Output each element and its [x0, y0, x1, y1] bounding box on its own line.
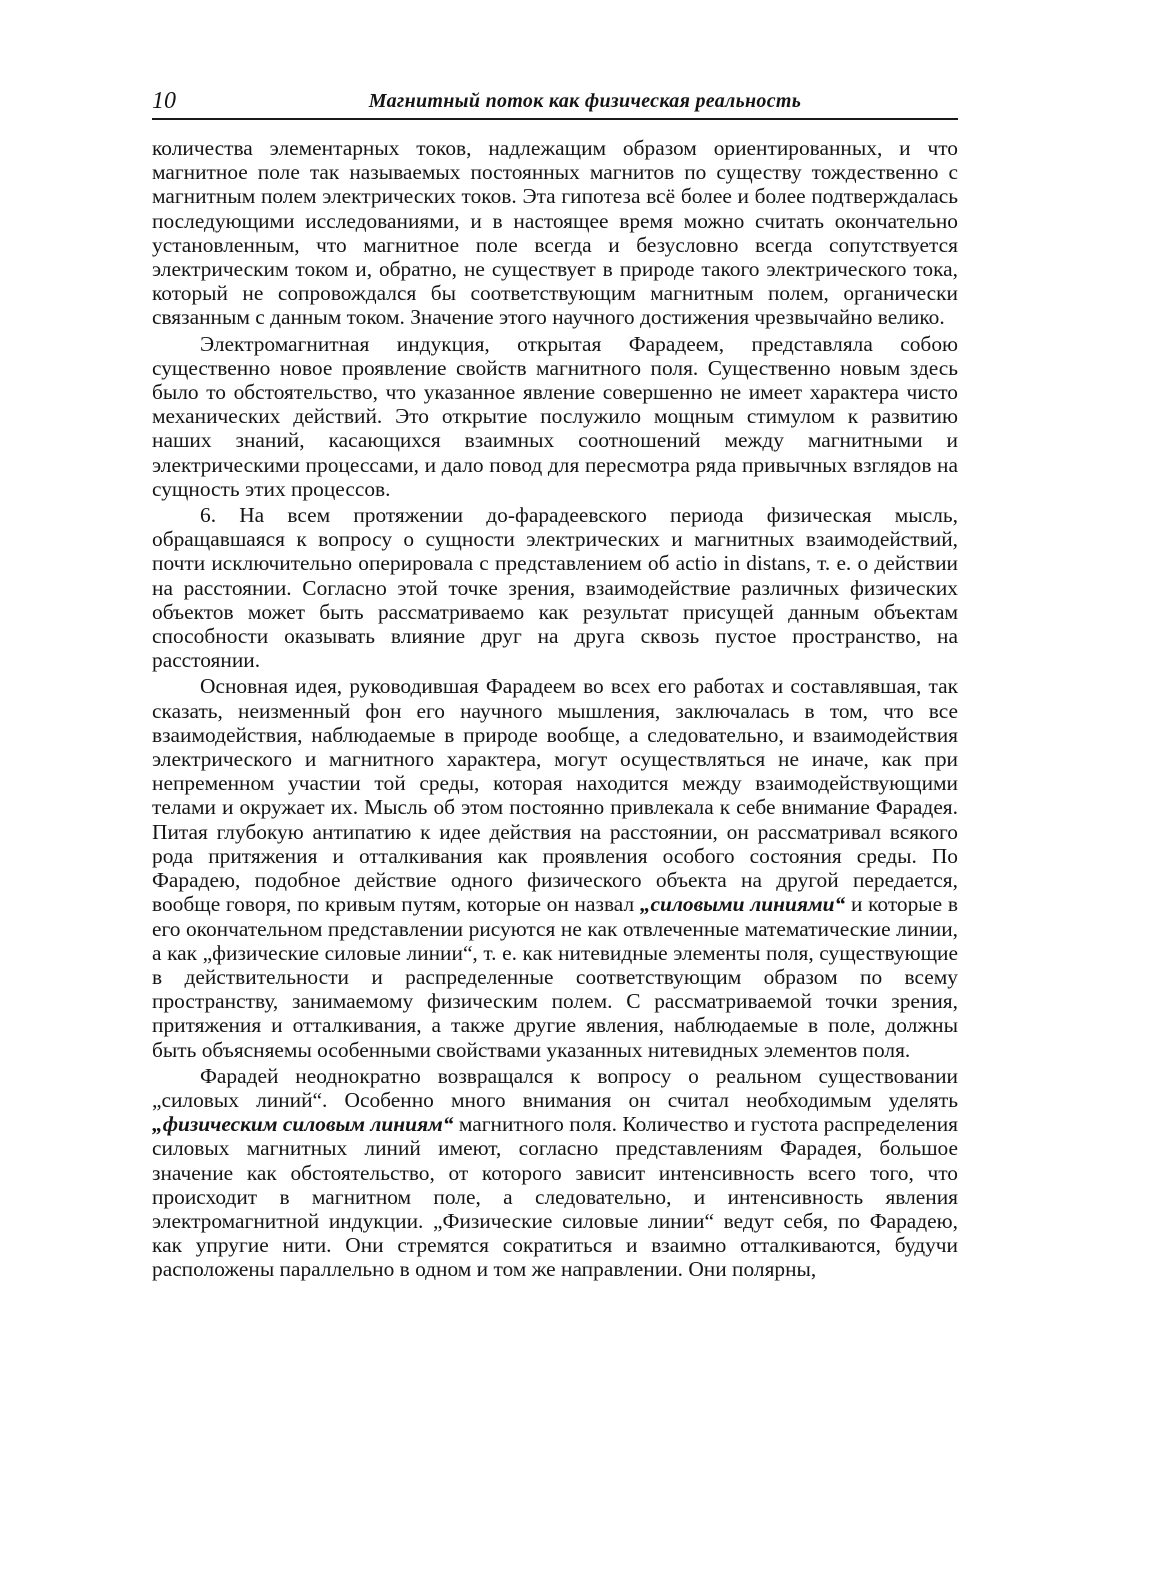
- paragraph-1: [152, 136, 958, 330]
- body-text: [152, 136, 958, 1282]
- paragraph-2: [152, 332, 958, 501]
- paragraph-5: [152, 1064, 958, 1282]
- paragraph-5-emphasis: „физическим силовым линиям“: [152, 1112, 454, 1137]
- paragraph-1-text: количества элементарных токов, надлежащим образом ориентированных, и что магнитное поле так называемых постоянных магнитов по существу тождественно с магнитным полем электрических токов. Эта гипотеза всё более и более подтверждалась последующими исследованиями, и в настоящее время можно считать окончательно установленным, что магнитное поле всегда и безусловно всегда сопутствуется электрическим током и, обратно, не существует в природе такого электрического тока, который не сопровождался бы соответствующим магнитным полем, органически связанным с данным током. Значение этого научного достижения чрезвычайно велико.: [152, 136, 958, 330]
- paragraph-4-text: Основная идея, руководившая Фарадеем во всех его работах и составлявшая, так сказать, неизменный фон его научного мышления, заключалась в том, что все взаимодействия, наблюдаемые в природе вообще, а следовательно, и взаимодействия электрического и магнитного характера, могут осуществляться не иначе, как при непременном участии той среды, которая находится между взаимодействующими телами и окружает их. Мысль об этом постоянно привлекала к себе внимание Фарадея. Питая глубокую антипатию к идее действия на расстоянии, он рассматривал всякого рода притяжения и отталкивания как проявления особого состояния среды. По Фарадею, подобное действие одного физического объекта на другой передается, вообще говоря, по кривым путям, которые он назвал: [152, 674, 958, 917]
- paragraph-5-text: Фарадей неоднократно возвращался к вопросу о реальном существовании „силовых линий“. Особенно много внимания он считал необходимым уделять: [152, 1063, 958, 1112]
- paragraph-3: [152, 503, 958, 672]
- paragraph-4-tail: и которые в его окончательном представлении рисуются не как отвлеченные математические линии, а как „физические силовые линии“, т. е. как нитевидные элементы поля, существующие в действительности и распределенные соответствующим образом по всему пространству, занимаемому физическим полем. С рассматриваемой точки зрения, притяжения и отталкивания, а также другие явления, наблюдаемые в поле, должны быть объясняемы особенными свойствами указанных нитевидных элементов поля.: [152, 892, 958, 1062]
- paragraph-2-text: Электромагнитная индукция, открытая Фарадеем, представляла собою существенно новое проявление свойств магнитного поля. Существенно новым здесь было то обстоятельство, что указанное явление совершенно не имеет характера чисто механических действий. Это открытие послужило мощным стимулом к развитию наших знаний, касающихся взаимных соотношений между магнитными и электрическими процессами, и дало повод для пересмотра ряда привычных взглядов на сущность этих процессов.: [152, 331, 958, 501]
- paragraph-3-text: 6. На всем протяжении до-фарадеевского периода физическая мысль, обращавшаяся к вопросу о сущности электрических и магнитных взаимодействий, почти исключительно оперировала с представлением об actio in distans, т. е. о действии на расстоянии. Согласно этой точке зрения, взаимодействие различных физических объектов может быть рассматриваемо как результат присущей данным объектам способности оказывать влияние друг на друга сквозь пустое пространство, на расстоянии.: [152, 503, 958, 673]
- page-number: 10: [152, 88, 176, 114]
- paragraph-4: [152, 674, 958, 1061]
- paragraph-5-tail: магнитного поля. Количество и густота распределения силовых магнитных линий имеют, согласно представлениям Фарадея, большое значение как обстоятельство, от которого зависит интенсивность всего того, что происходит в магнитном поле, а следовательно, и интенсивность явления электромагнитной индукции. „Физические силовые линии“ ведут себя, по Фарадею, как упругие нити. Они стремятся сократиться и взаимно отталкиваются, будучи расположены параллельно в одном и том же направлении. Они полярны,: [152, 1112, 958, 1282]
- paragraph-4-emphasis: „силовыми линиями“: [639, 892, 846, 917]
- running-title: Магнитный поток как физическая реальность: [368, 90, 802, 112]
- page-header: [152, 86, 958, 120]
